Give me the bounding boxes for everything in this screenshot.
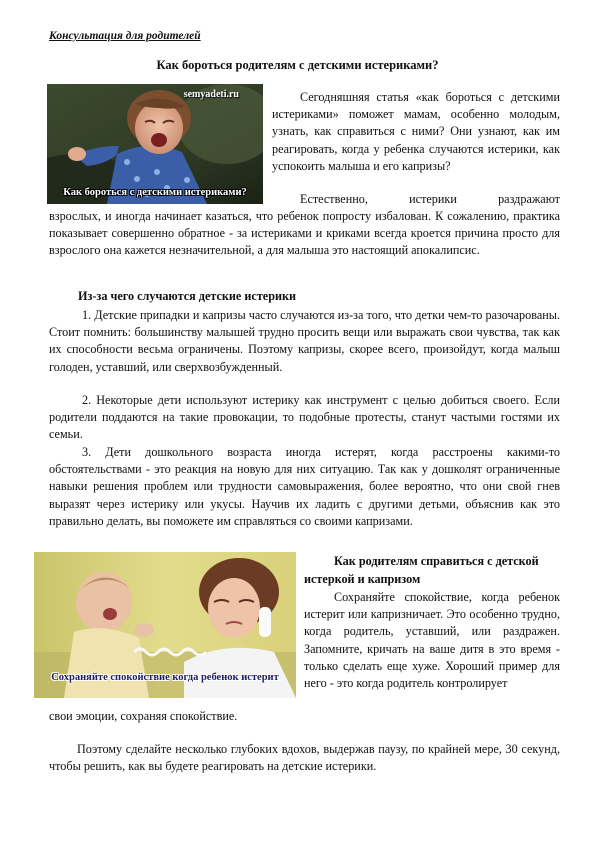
intro-paragraph-2-start: Естественно, истерики раздражают <box>300 192 560 206</box>
article-title: Как бороться родителям с детскими истериками? <box>156 58 439 72</box>
crying-child-image <box>47 84 263 204</box>
cause-item-2: 2. Некоторые дети используют истерику как инструмент с целью добиться своего. Если родители поддаются на такие провокации, то подобные протесты, станут частыми гостями их семьи. <box>49 393 560 442</box>
coping-paragraph-1: Сохраняйте спокойствие, когда ребенок истерит или капризничает. Это особенно трудно, когда родитель, уставший, или раздражен. Запомните, кричать на ваше дитя в это время - только сделать еще хуже. Хороший пример для него - это когда родитель контролирует <box>304 590 560 691</box>
photo-caption-2: Сохраняйте спокойствие когда ребенок истерит <box>51 672 279 683</box>
coping-paragraph-1-end: свои эмоции, сохраняя спокойствие. <box>49 709 238 723</box>
website-watermark: semyadeti.ru <box>183 89 239 100</box>
coping-paragraph-2: Поэтому сделайте несколько глубоких вдохов, выдержав паузу, по крайней мере, 30 секунд, чтобы решить, как вы будете реагировать на детские истерики. <box>49 742 560 774</box>
cause-item-1: 1. Детские припадки и капризы часто случаются из-за того, что детки чем-то разочарованы. Стоит помнить: большинству малышей трудно просить вещи или выражать свои чувства, так как их способности весьма ограничены. Поэтому капризы, скорее всего, произойдут, когда малыш голоден, уставший, или сверхвозбужденный. <box>49 308 560 374</box>
cause-item-3: 3. Дети дошкольного возраста иногда истерят, когда расстроены какими-то обстоятельствами - это реакция на новую для них ситуацию. Так как у дошколят ограниченные навыки решения проблем или трудности самовыражения, более вероятно, что они свой гнев выразят через истерику или укусы. Научив их ладить с другими детьми, объяснив как это правильно делать, вы поможете им справляться со своими капризами. <box>49 445 560 528</box>
coping-heading: Как родителям справиться с детской истеркой и капризом <box>304 554 539 586</box>
causes-heading: Из-за чего случаются детские истерики <box>78 289 297 303</box>
mother-and-child-photo <box>34 552 296 698</box>
crying-child-photo <box>47 84 263 204</box>
intro-paragraph-1: Сегодняшняя статья «как бороться с детскими истериками» поможет мамам, особенно молодым, узнать, как справиться с ними? Они узнают, как им реагировать, когда у ребенка случаются истерики, как успокоить малыша и его капризы? <box>272 90 560 173</box>
photo-caption: Как бороться с детскими истериками? <box>63 187 247 198</box>
consultation-kicker: Консультация для родителей <box>49 30 201 42</box>
intro-paragraph-2-continued: взрослых, и иногда начинает казаться, что ребенок попросту избалован. К сожалению, практика показывает совершенно обратное - за истериками и криками всегда кроется причина просто для взрослого она кажется незначительной, а для малыша это настоящий апокалипсис. <box>49 209 560 258</box>
